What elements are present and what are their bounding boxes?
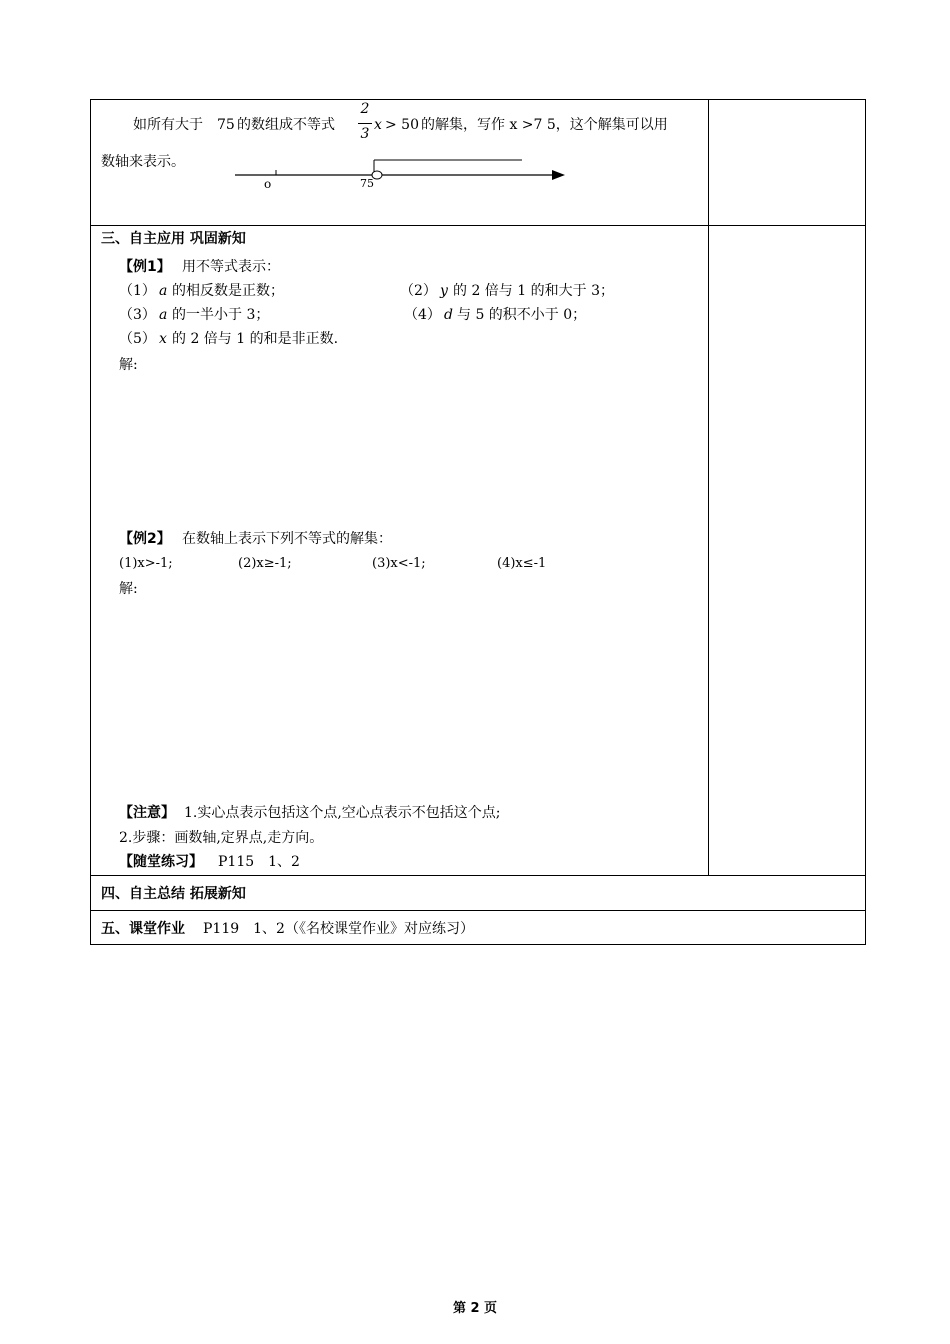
intro-text-line2: 数轴来表示。 (101, 154, 185, 170)
item3-text: 的一半小于 3； (172, 307, 270, 323)
item4-var: d (444, 307, 453, 323)
axis-label-75: 75 (360, 177, 374, 190)
row-divider (91, 225, 865, 226)
page-number: 第 2 页 (452, 1301, 498, 1316)
section4-heading: 四、自主总结 拓展新知 (101, 886, 246, 902)
section5-heading: 五、课堂作业 (101, 921, 185, 937)
example2-item: (3)x<-1; (372, 556, 426, 571)
item4-prefix: （4） (404, 307, 441, 323)
row-divider (91, 875, 865, 876)
section5-text: P119 1、2（《名校课堂作业》对应练习） (203, 921, 474, 937)
number-line (230, 150, 570, 195)
number-line-arrow (552, 170, 565, 180)
fraction-numerator: 2 (360, 101, 370, 117)
item1-prefix: （1） (119, 283, 156, 299)
example1-label: 【例1】 (119, 259, 171, 275)
example2-title: 在数轴上表示下列不等式的解集： (182, 531, 392, 547)
example2-item: (1)x>-1; (119, 556, 173, 571)
item2-var: y (440, 283, 448, 299)
intro-text-a: 如所有大于 (133, 117, 203, 133)
axis-label-zero: o (264, 177, 272, 191)
note-text: 1.实心点表示包括这个点,空心点表示不包括这个点; (184, 805, 501, 821)
example2-label: 【例2】 (119, 531, 171, 547)
example1-title: 用不等式表示： (182, 259, 280, 275)
item3-var: a (159, 307, 168, 323)
item2-prefix: （2） (400, 283, 437, 299)
note-steps: 2.步骤：画数轴,定界点,走方向。 (119, 830, 324, 846)
item5-var: x (159, 331, 167, 347)
intro-text-c: 的解集，写作 x >7 5，这个解集可以用 (421, 117, 668, 133)
intro-var-x: x (374, 117, 382, 133)
item1-text: 的相反数是正数； (172, 283, 284, 299)
fraction-denominator: 3 (360, 126, 370, 142)
item2-text: 的 2 倍与 1 的和大于 3； (453, 283, 614, 299)
item4-text: 与 5 的积不小于 0； (457, 307, 587, 323)
solve-label-2: 解: (119, 581, 138, 597)
item5-prefix: （5） (119, 331, 156, 347)
intro-text-b: 的数组成不等式 (237, 117, 335, 133)
row-divider (91, 910, 865, 911)
column-divider (708, 100, 709, 875)
practice-label: 【随堂练习】 (119, 854, 203, 870)
section3-heading: 三、自主应用 巩固新知 (101, 231, 246, 247)
example2-item: (4)x≤-1 (497, 556, 547, 571)
practice-text: P115 1、2 (218, 854, 300, 870)
example2-item: (2)x≥-1; (238, 556, 292, 571)
item1-var: a (159, 283, 168, 299)
intro-gt-50: > 50 (385, 117, 419, 133)
item5-text: 的 2 倍与 1 的和是非正数. (172, 331, 339, 347)
item3-prefix: （3） (119, 307, 156, 323)
solve-label-1: 解: (119, 357, 138, 373)
fraction-bar (358, 123, 372, 124)
intro-num-75: 75 (217, 117, 235, 133)
note-label: 【注意】 (119, 805, 175, 821)
